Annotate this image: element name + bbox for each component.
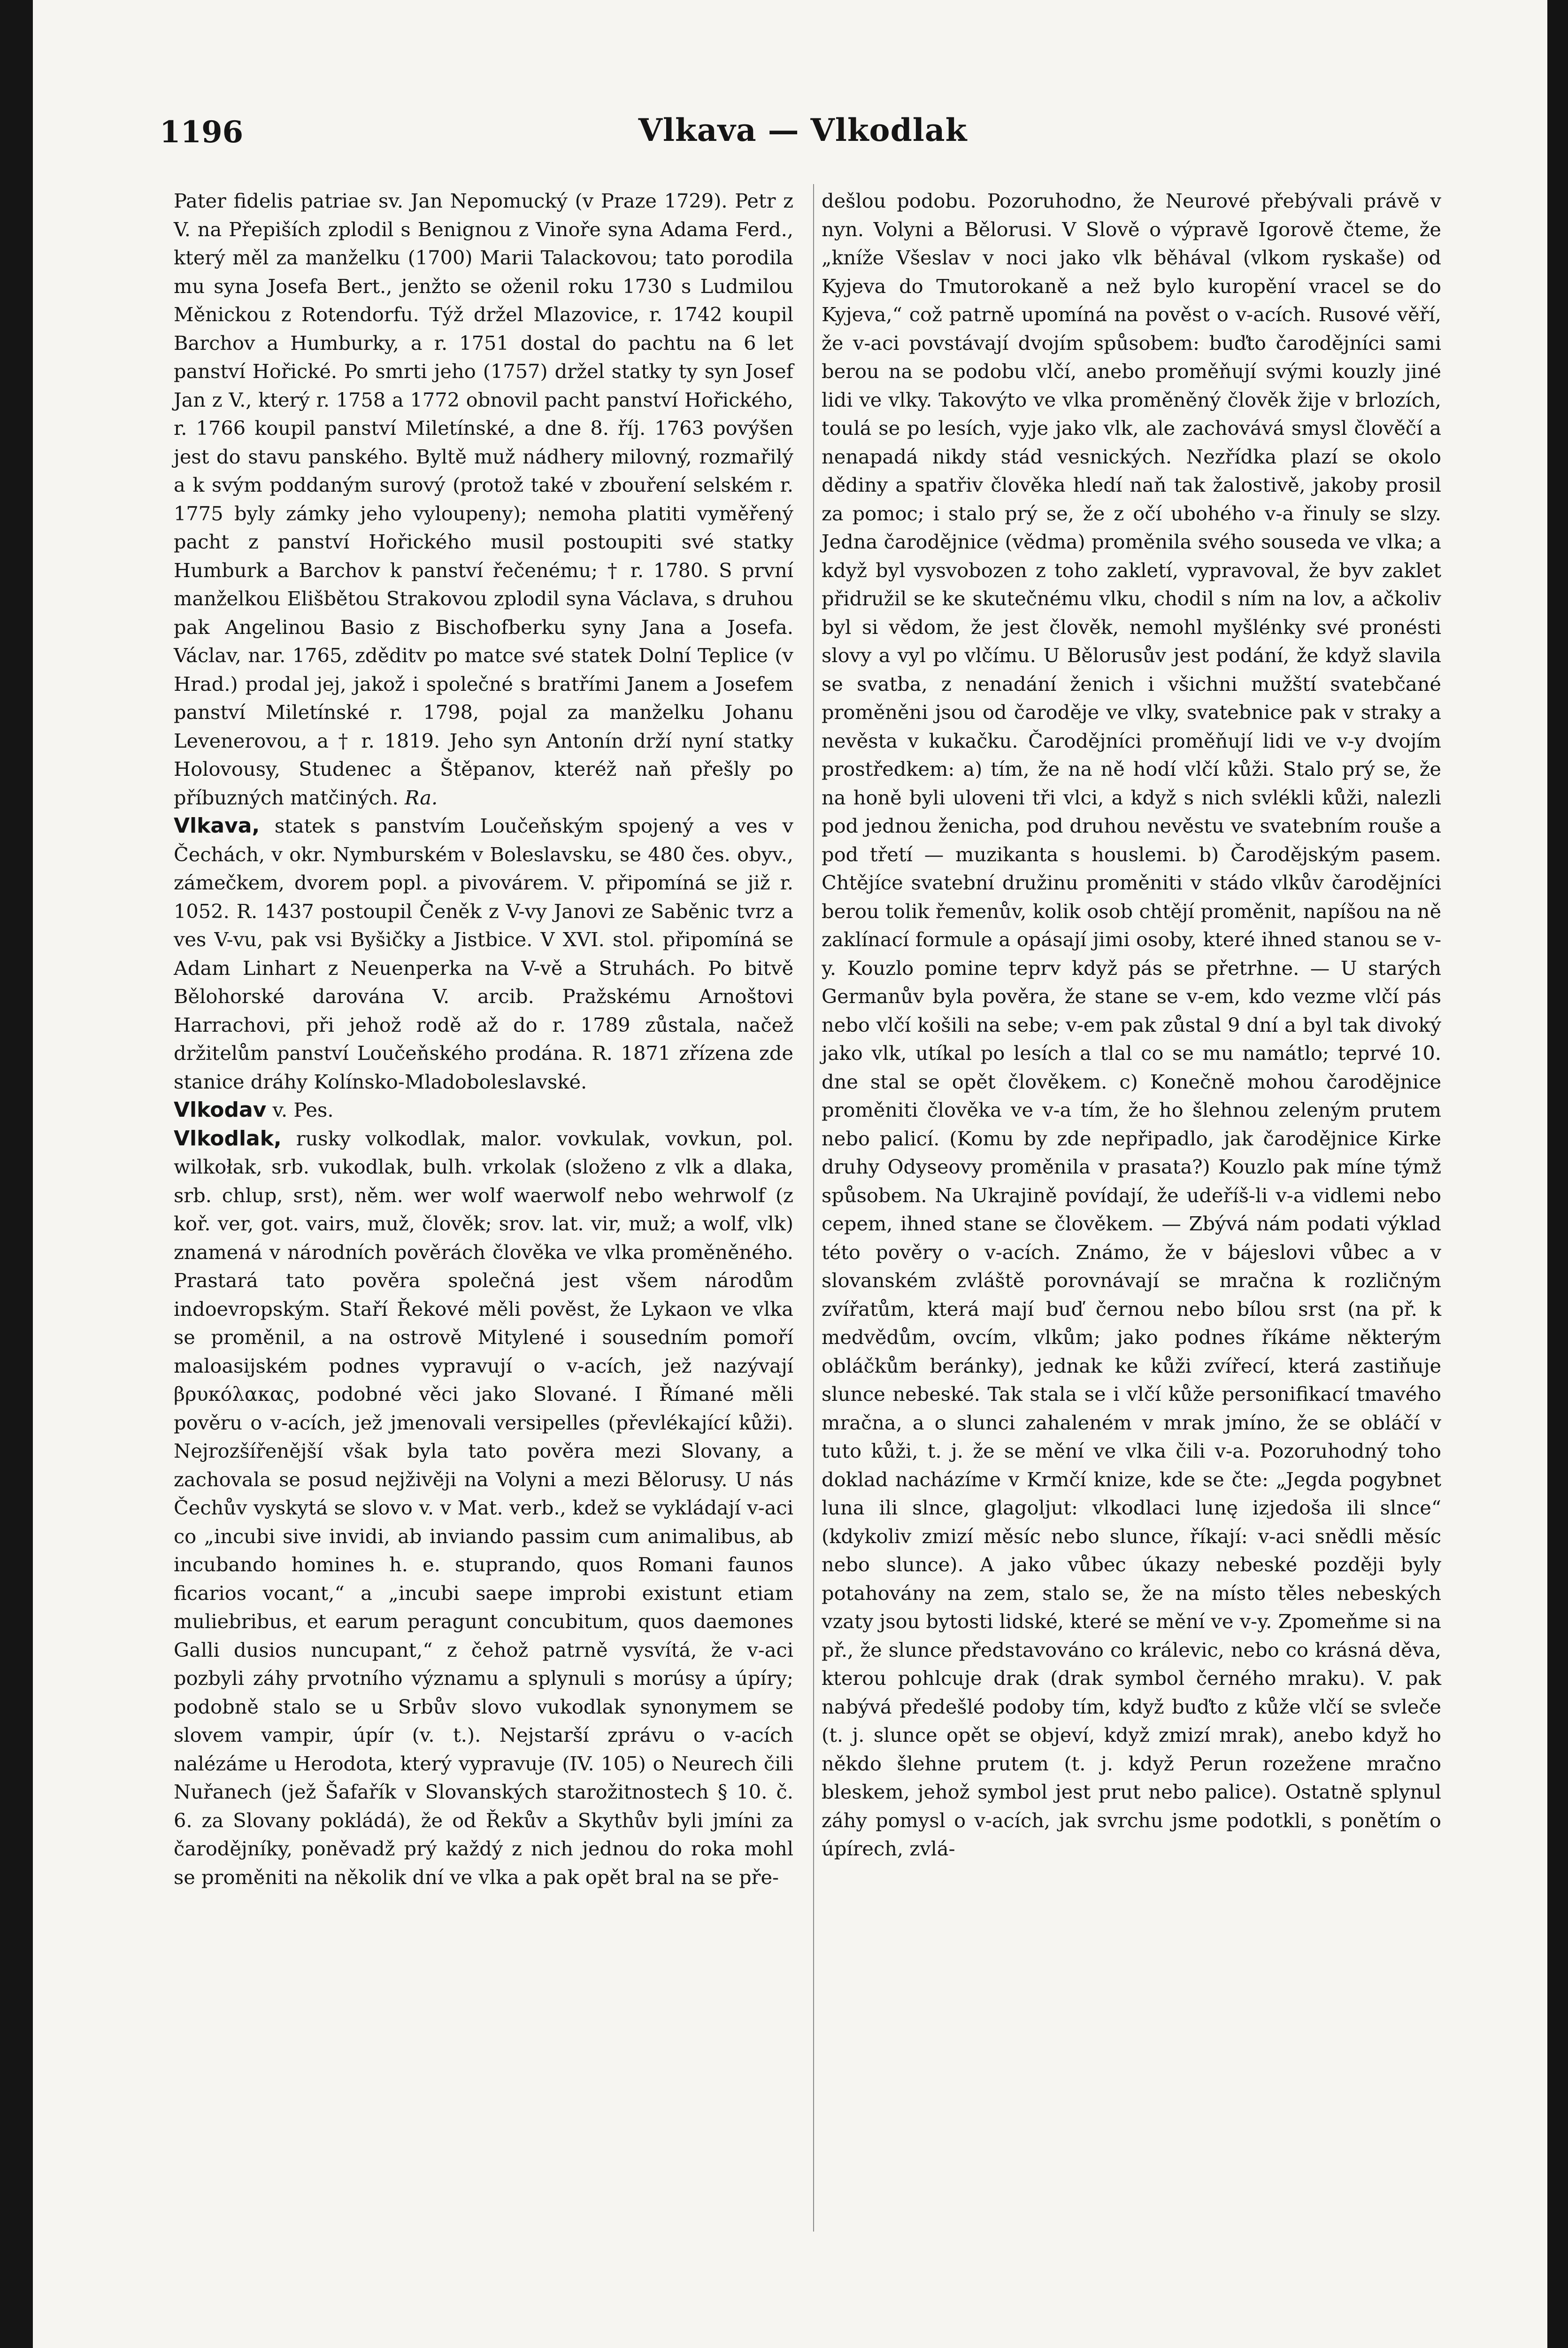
- scan-edge-left: [0, 0, 33, 2348]
- entry-vlkodlak: [174, 1125, 793, 1892]
- right-column: [822, 187, 1441, 1863]
- entry-vlkodlak-continued: [822, 187, 1441, 1863]
- author-signature: Ra.: [405, 786, 438, 809]
- paragraph-vlkov-family: [174, 187, 793, 812]
- scan-edge-right: [1547, 0, 1568, 2348]
- page-number: 1196: [160, 115, 244, 150]
- column-divider: [813, 184, 814, 2232]
- paragraph-text: Pater fidelis patriae sv. Jan Nepomucký (v Praze 1729). Petr z V. na Přepiších zplodil s Benignou z Vinoře syna Adama Ferd., který měl za manželku (1700) Marii Talackovou; tato porodila mu syna Josefa Bert., jenžto se oženil roku 1730 s Ludmilou Měnickou z Rotendorfu. Týž držel Mlazovice, r. 1742 koupil Barchov a Humburky, a r. 1751 dostal do pachtu na 6 let panství Hořické. Po smrti jeho (1757) držel statky ty syn Josef Jan z V., který r. 1758 a 1772 obnovil pacht panství Hořického, r. 1766 koupil panství Miletínské, a dne 8. říj. 1763 povýšen jest do stavu panského. Byltě muž nádhery milovný, rozmařilý a k svým poddaným surový (protož také v zbouření selském r. 1775 byly zámky jeho vyloupeny); nemoha platiti vyměřený pacht z panství Hořického musil postoupiti své statky Humburk a Barchov k panství řečenému; † r. 1780. S první manželkou Elišbětou Strakovou zplodil syna Václava, s druhou pak Angelinou Basio z Bischofberku syny Jana a Josefa. Václav, nar. 1765, zděditv po matce své statek Dolní Teplice (v Hrad.) prodal jej, jakož i společné s bratřími Janem a Josefem panství Miletínské r. 1798, pojal za manželku Johanu Levenerovou, a † r. 1819. Jeho syn Antonín drží nyní statky Holovousy, Studenec a Štěpanov, kteréž naň přešly po příbuzných matčiných.: [174, 189, 793, 809]
- entry-vlkava: [174, 812, 793, 1096]
- page-header: [160, 112, 1446, 163]
- entry-headword: Vlkava,: [174, 814, 260, 838]
- entry-vlkodav: [174, 1096, 793, 1125]
- entry-headword: Vlkodav: [174, 1098, 267, 1122]
- paragraph-text: dešlou podobu. Pozoruhodno, že Neurové přebývali právě v nyn. Volyni a Bělorusi. V Slově o výpravě Igorově čteme, že „kníže Všeslav v noci jako vlk běhával (vlkom ryskaše) od Kyjeva do Tmutorokaně a než bylo kuropění vracel se do Kyjeva,“ což patrně upomíná na pověst o v-acích. Rusové věří, že v-aci povstávají dvojím spůsobem: buďto čarodějníci sami berou na se podobu vlčí, anebo proměňují svými kouzly jiné lidi ve vlky. Takovýto ve vlka proměněný člověk žije v brlozích, toulá se po lesích, vyje jako vlk, ale zachovává smysl člověčí a nenapadá nikdy stád vesnických. Nezřídka plazí se okolo dědiny a spatřiv člověka hledí naň tak žalostivě, jakoby prosil za pomoc; i stalo prý se, že z očí ubohého v-a řinuly se slzy. Jedna čarodějnice (vědma) proměnila svého souseda ve vlka; a když byl vysvobozen z toho zakletí, vypravoval, že byv zaklet přidružil se ke skutečnému vlku, chodil s ním na lov, a ačkoliv byl si vědom, že jest člověk, nemohl myšlénky své pronésti slovy a vyl po vlčímu. U Bělorusův jest podání, že když slavila se svatba, z nenadání ženich i všichni mužští svatebčané proměněni jsou od čaroděje ve vlky, svatebnice pak v straky a nevěsta v kukačku. Čarodějníci proměňují lidi ve v-y dvojím prostředkem: a) tím, že na ně hodí vlčí kůži. Stalo prý se, že na honě byli uloveni tři vlci, a když s nich svlékli kůži, nalezli pod jednou ženicha, pod druhou nevěstu ve svatebním rouše a pod třetí — muzikanta s houslemi. b) Čarodějským pasem. Chtějíce svatební družinu proměniti v stádo vlkův čarodějníci berou tolik řemenův, kolik osob chtějí proměnit, napíšou na ně zaklínací formule a opásají jimi osoby, které ihned stanou se v-y. Kouzlo pomine teprv když pás se přetrhne. — U starých Germanův byla pověra, že stane se v-em, kdo vezme vlčí pás nebo vlčí košili na sebe; v-em pak zůstal 9 dní a byl tak divoký jako vlk, utíkal po lesích a tlal co se mu namátlo; teprvé 10. dne stal se opět člověkem. c) Konečně mohou čarodějnice proměniti člověka ve v-a tím, že ho šlehnou zeleným prutem nebo palicí. (Komu by zde nepřipadlo, jak čarodějnice Kirke druhy Odyseovy proměnila v prasata?) Kouzlo pak míne týmž spůsobem. Na Ukrajině povídají, že udeříš-li v-a vidlemi nebo cepem, ihned stane se člověkem. — Zbývá nám podati výklad této pověry o v-acích. Známo, že v bájeslovi vůbec a v slovanském zvláště porovnávají se mračna k rozličným zvířatům, která mají buď černou nebo bílou srst (na př. k medvědům, ovcím, vlkům; jako podnes říkáme některým obláčkům beránky), jednak ke kůži zvířecí, která zastiňuje slunce nebeské. Tak stala se i vlčí kůže personifikací tmavého mračna, a o slunci zahaleném v mrak jmíno, že se obláčí v tuto kůži, t. j. že se mění ve vlka čili v-a. Pozoruhodný toho doklad nacházíme v Krmčí knize, kde se čte: „Jegda pogybnet luna ili slnce, glagoljut: vlkodlaci lunę izjedoša ili slnce“ (kdykoliv zmizí měsíc nebo slunce, říkají: v-aci snědli měsíc nebo slunce). A jako vůbec úkazy nebeské později byly potahovány na zem, stalo se, že na místo těles nebeských vzaty jsou bytosti lidské, které se mění ve v-y. Zpomeňme si na př., že slunce představováno co králevic, nebo co krásná děva, kterou pohlcuje drak (drak symbol černého mraku). V. pak nabývá předešlé podoby tím, když buďto z kůže vlčí se svleče (t. j. slunce opět se objeví, když zmizí mrak), anebo když ho někdo šlehne prutem (t. j. když Perun rozežene mračno bleskem, jehož symbol jest prut nebo palice). Ostatně splynul záhy pomysl o v-acích, jak svrchu jsme podotkli, s ponětím o úpírech, zvlá-: [822, 189, 1441, 1860]
- running-head: Vlkava — Vlkodlak: [638, 112, 968, 148]
- entry-headword: Vlkodlak,: [174, 1126, 282, 1151]
- entry-text: statek s panstvím Loučeňským spojený a ves v Čechách, v okr. Nymburském v Boleslavsku, se 480 čes. obyv., zámečkem, dvorem popl. a pivovárem. V. připomíná se již r. 1052. R. 1437 postoupil Čeněk z V-vy Janovi ze Saběnic tvrz a ves V-vu, pak vsi Byšičky a Jistbice. V XVI. stol. připomíná se Adam Linhart z Neuenperka na V-vě a Struhách. Po bitvě Bělohorské darována V. arcib. Pražskému Arnoštovi Harrachovi, při jehož rodě až do r. 1789 zůstala, načež držitelům panství Loučeňského prodána. R. 1871 zřízena zde stanice dráhy Kolínsko-Mladoboleslavské.: [174, 814, 793, 1093]
- left-column: [174, 187, 793, 1892]
- entry-text: rusky volkodlak, malor. vovkulak, vovkun, pol. wilkołak, srb. vukodlak, bulh. vrkolak (složeno z vlk a dlaka, srb. chlup, srst), něm. wer wolf waerwolf nebo wehrwolf (z koř. ver, got. vairs, muž, člověk; srov. lat. vir, muž; a wolf, vlk) znamená v národních pověrách člověka ve vlka proměněného. Prastará tato pověra společná jest všem národům indoevropským. Staří Řekové měli pověst, že Lykaon ve vlka se proměnil, a na ostrově Mitylené i sousedním pomoří maloasijském podnes vypravují o v-acích, jež nazývají βρυκόλακας, podobné věci jako Slované. I Římané měli pověru o v-acích, jež jmenovali versipelles (převlékající kůži). Nejrozšířenější však byla tato pověra mezi Slovany, a zachovala se posud nejživěji na Volyni a mezi Bělorusy. U nás Čechův vyskytá se slovo v. v Mat. verb., kdež se vykládají v-aci co „incubi sive invidi, ab inviando passim cum animalibus, ab incubando homines h. e. stuprando, quos Romani faunos ficarios vocant,“ a „incubi saepe improbi existunt etiam muliebribus, et earum peragunt concubitum, quos daemones Galli dusios nuncupant,“ z čehož patrně vysvítá, že v-aci pozbyli záhy prvotního významu a splynuli s morúsy a úpíry; podobně stalo se u Srbův slovo vukodlak synonymem se slovem vampir, úpír (v. t.). Nejstarší zprávu o v-acích nalézáme u Herodota, který vypravuje (IV. 105) o Neurech čili Nuřanech (jež Šafařík v Slovanských starožitnostech § 10. č. 6. za Slovany pokládá), že od Řekův a Skythův byli jmíni za čarodějníky, poněvadž prý každý z nich jednou do roka mohl se proměniti na několik dní ve vlka a pak opět bral na se pře-: [174, 1127, 793, 1889]
- entry-text: v. Pes.: [272, 1098, 334, 1121]
